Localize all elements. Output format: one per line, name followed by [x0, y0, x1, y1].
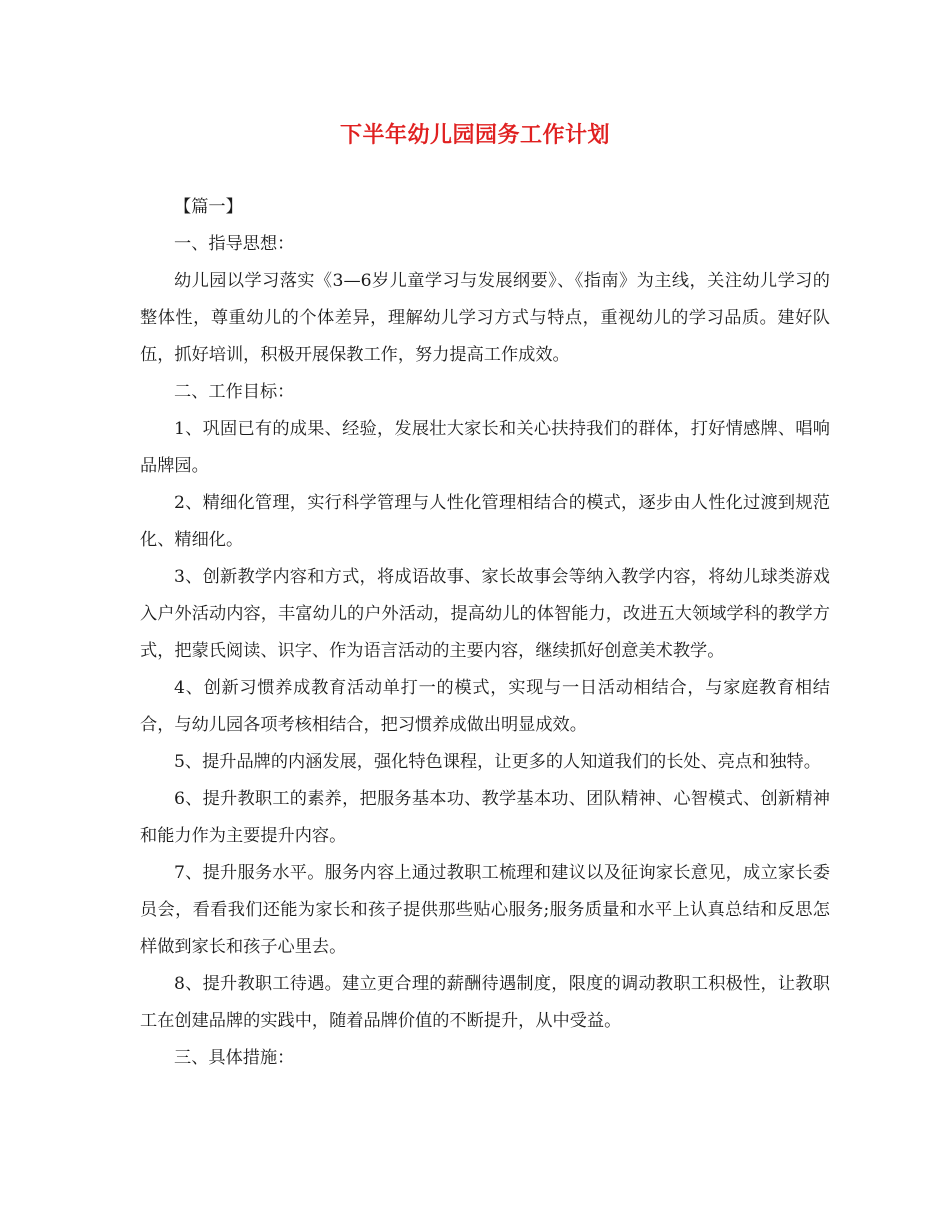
- goal-item-2: 2、精细化管理，实行科学管理与人性化管理相结合的模式，逐步由人性化过渡到规范化、精细化。: [140, 493, 830, 550]
- heading-specific-measures: 三、具体措施：: [174, 1048, 295, 1068]
- goal-item-5: 5、提升品牌的内涵发展，强化特色课程，让更多的人知道我们的长处、亮点和独特。: [174, 752, 821, 772]
- document-body: [140, 189, 830, 1077]
- goal-item-8: 8、提升教职工待遇。建立更合理的薪酬待遇制度，限度的调动教职工积极性，让教职工在创建品牌的实践中，随着品牌价值的不断提升，从中受益。: [140, 974, 830, 1031]
- goal-item-3: 3、创新教学内容和方式，将成语故事、家长故事会等纳入教学内容，将幼儿球类游戏入户外活动内容，丰富幼儿的户外活动，提高幼儿的体智能力，改进五大领域学科的教学方式，把蒙氏阅读、识字、作为语言活动的主要内容，继续抓好创意美术教学。: [140, 567, 830, 661]
- goal-item-7: 7、提升服务水平。服务内容上通过教职工梳理和建议以及征询家长意见，成立家长委员会，看看我们还能为家长和孩子提供那些贴心服务;服务质量和水平上认真总结和反思怎样做到家长和孩子心里去。: [140, 863, 830, 957]
- section-marker: 【篇一】: [174, 197, 243, 217]
- paragraph-guiding-ideology: 幼儿园以学习落实《3—6岁儿童学习与发展纲要》、《指南》为主线，关注幼儿学习的整体性，尊重幼儿的个体差异，理解幼儿学习方式与特点，重视幼儿的学习品质。建好队伍，抓好培训，积极开展保教工作，努力提高工作成效。: [140, 271, 830, 365]
- document-title: 下半年幼儿园园务工作计划: [339, 123, 610, 148]
- goal-item-6: 6、提升教职工的素养，把服务基本功、教学基本功、团队精神、心智模式、创新精神和能力作为主要提升内容。: [140, 789, 830, 846]
- heading-work-goals: 二、工作目标：: [174, 382, 295, 402]
- goal-item-1: 1、巩固已有的成果、经验，发展壮大家长和关心扶持我们的群体，打好情感牌、唱响品牌园。: [140, 419, 830, 476]
- heading-guiding-ideology: 一、指导思想：: [174, 234, 295, 254]
- goal-item-4: 4、创新习惯养成教育活动单打一的模式，实现与一日活动相结合，与家庭教育相结合，与幼儿园各项考核相结合，把习惯养成做出明显成效。: [140, 678, 830, 735]
